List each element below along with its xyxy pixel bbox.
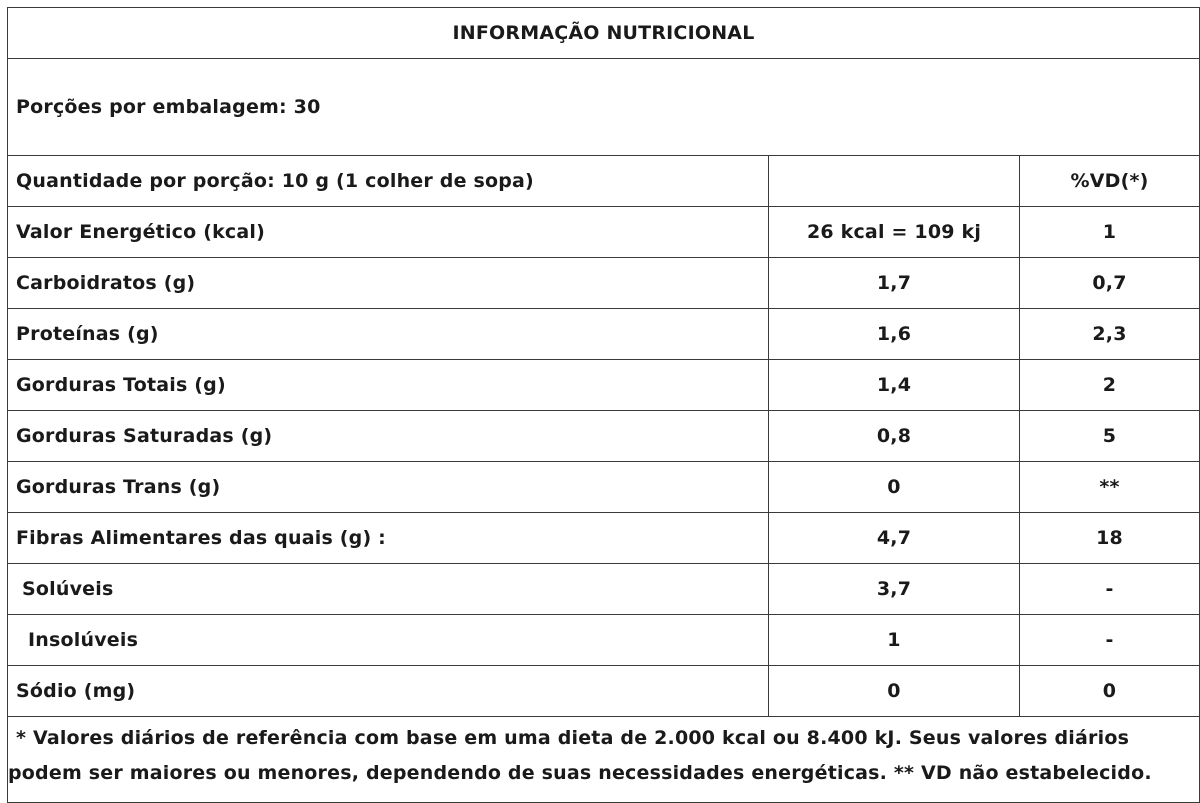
nutrient-daily-value: 2 <box>1020 360 1200 411</box>
table-row-sodium <box>8 666 1200 717</box>
amount-header <box>769 156 1020 207</box>
table-title: INFORMAÇÃO NUTRICIONAL <box>8 8 1200 59</box>
serving-size-label: Quantidade por porção: 10 g (1 colher de sopa) <box>8 156 769 207</box>
nutrient-daily-value: 2,3 <box>1020 309 1200 360</box>
nutrient-daily-value: 1 <box>1020 207 1200 258</box>
header-row <box>8 156 1200 207</box>
nutrient-label: Insolúveis <box>8 615 769 666</box>
footnote <box>8 717 1200 803</box>
table-row-proteins <box>8 309 1200 360</box>
nutrient-amount: 1 <box>769 615 1020 666</box>
nutrient-amount: 0 <box>769 666 1020 717</box>
nutrient-daily-value: 0,7 <box>1020 258 1200 309</box>
nutrient-label: Sódio (mg) <box>8 666 769 717</box>
nutrient-label: Gorduras Trans (g) <box>8 462 769 513</box>
portions-per-package: Porções por embalagem: 30 <box>8 59 1200 156</box>
table-row-soluble-fiber <box>8 564 1200 615</box>
nutrient-amount: 4,7 <box>769 513 1020 564</box>
nutrient-amount: 3,7 <box>769 564 1020 615</box>
nutrient-label: Valor Energético (kcal) <box>8 207 769 258</box>
nutrient-label: Gorduras Totais (g) <box>8 360 769 411</box>
table-row-insoluble-fiber <box>8 615 1200 666</box>
table-row-carbohydrates <box>8 258 1200 309</box>
table-row-trans-fat <box>8 462 1200 513</box>
nutrient-label: Fibras Alimentares das quais (g) : <box>8 513 769 564</box>
nutrient-daily-value: - <box>1020 615 1200 666</box>
nutrient-amount: 26 kcal = 109 kj <box>769 207 1020 258</box>
nutrient-amount: 0,8 <box>769 411 1020 462</box>
nutrient-daily-value: ** <box>1020 462 1200 513</box>
nutrient-daily-value: - <box>1020 564 1200 615</box>
nutrient-label: Solúveis <box>8 564 769 615</box>
nutrient-amount: 1,6 <box>769 309 1020 360</box>
nutrient-amount: 1,4 <box>769 360 1020 411</box>
nutrition-facts-table <box>7 7 1200 803</box>
nutrient-daily-value: 5 <box>1020 411 1200 462</box>
table-row-saturated-fat <box>8 411 1200 462</box>
table-row-total-fat <box>8 360 1200 411</box>
nutrient-label: Gorduras Saturadas (g) <box>8 411 769 462</box>
nutrient-daily-value: 0 <box>1020 666 1200 717</box>
nutrient-label: Carboidratos (g) <box>8 258 769 309</box>
nutrient-daily-value: 18 <box>1020 513 1200 564</box>
footnote-line-2: podem ser maiores ou menores, dependendo de suas necessidades energéticas. ** VD não estabelecido. <box>8 762 1152 784</box>
footnote-line-1: * Valores diários de referência com base em uma dieta de 2.000 kcal ou 8.400 kJ. Seus valores diários <box>16 727 1130 749</box>
nutrient-amount: 0 <box>769 462 1020 513</box>
table-row-dietary-fiber <box>8 513 1200 564</box>
nutrient-amount: 1,7 <box>769 258 1020 309</box>
table-row-energy <box>8 207 1200 258</box>
nutrient-label: Proteínas (g) <box>8 309 769 360</box>
daily-value-header: %VD(*) <box>1020 156 1200 207</box>
